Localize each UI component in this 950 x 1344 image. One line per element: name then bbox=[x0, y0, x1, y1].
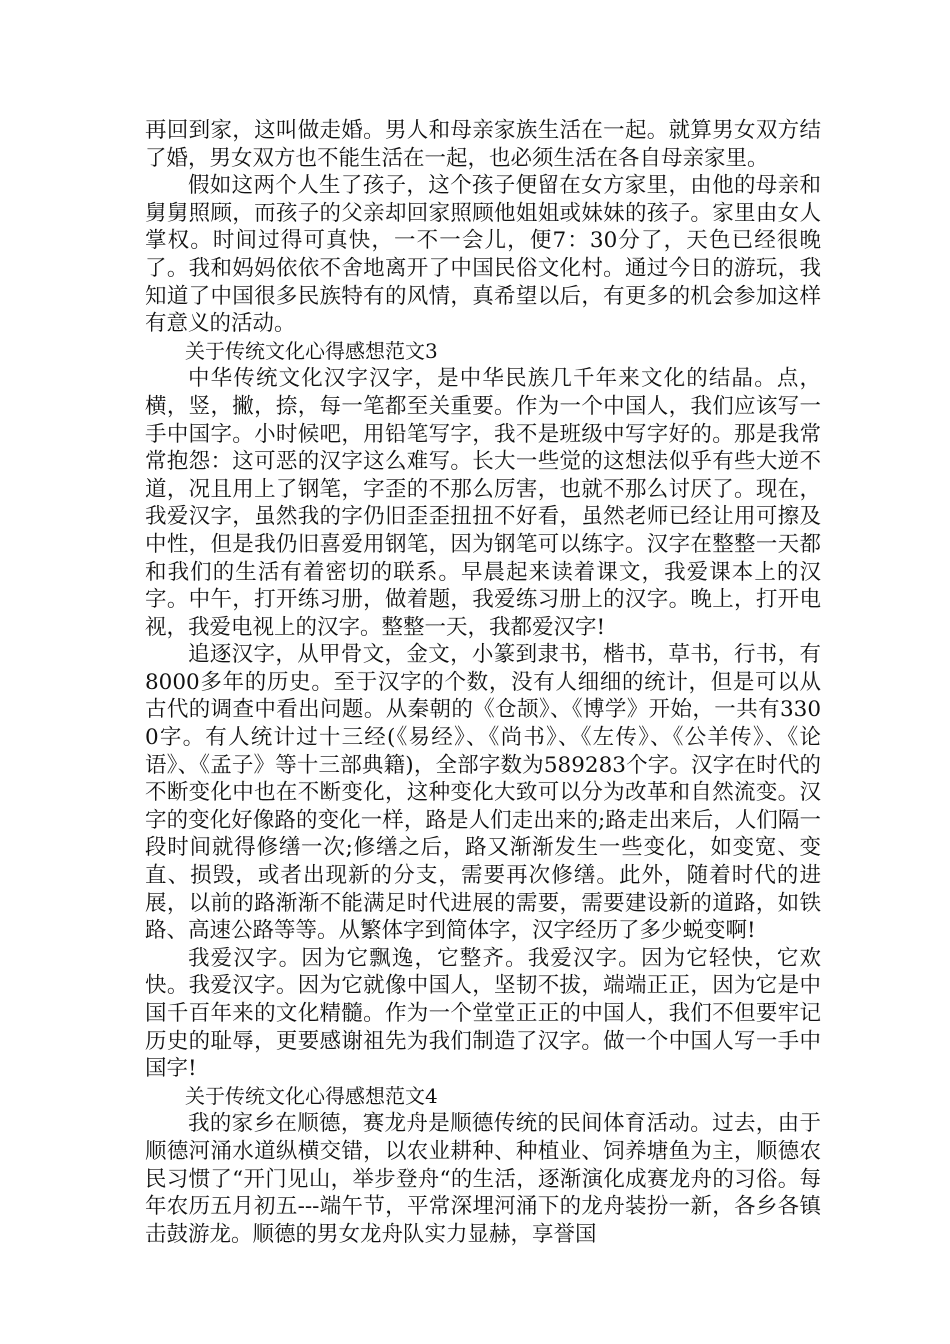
section-heading: 关于传统文化心得感想范文3 bbox=[185, 338, 438, 363]
section-heading: 关于传统文化心得感想范文4 bbox=[185, 1083, 438, 1108]
paragraph: 中华传统文化汉字汉字，是中华民族几千年来文化的结晶。点，横，竖，撇，捺，每一笔都至关重要。作为一个中国人，我们应该写一手中国字。小时候吧，用铅笔写字，我不是班级中写字好的。那是我常常抱怨：这可恶的汉字这么难写。长大一些觉的这想法似乎有些大逆不道，况且用上了钢笔，字歪的不那么厉害，也就不那么讨厌了。现在，我爱汉字，虽然我的字仍旧歪歪扭扭不好看，虽然老师已经让用可擦及中性，但是我仍旧喜爱用钢笔，因为钢笔可以练字。汉字在整整一天都和我们的生活有着密切的联系。早晨起来读着课文，我爱课本上的汉字。中午，打开练习册，做着题，我爱练习册上的汉字。晚上，打开电视，我爱电视上的汉字。整整一天，我都爱汉字! bbox=[145, 366, 821, 640]
paragraph: 假如这两个人生了孩子，这个孩子便留在女方家里，由他的母亲和舅舅照顾，而孩子的父亲却回家照顾他姐姐或妹妹的孩子。家里由女人掌权。时间过得可真快，一不一会儿，便7：30分了，天色已经很晚了。我和妈妈依依不舍地离开了中国民俗文化村。通过今日的游玩，我知道了中国很多民族特有的风情，真希望以后，有更多的机会参加这样有意义的活动。 bbox=[145, 173, 821, 337]
paragraph: 我的家乡在顺德，赛龙舟是顺德传统的民间体育活动。过去，由于顺德河涌水道纵横交错，以农业耕种、种植业、饲养塘鱼为主，顺德农民习惯了“开门见山，举步登舟“的生活，逐渐演化成赛龙舟的习俗。每年农历五月初五---端午节，平常深埋河涌下的龙舟装扮一新，各乡各镇击鼓游龙。顺德的男女龙舟队实力显赫，享誉国 bbox=[145, 1111, 821, 1247]
paragraph: 我爱汉字。因为它飘逸，它整齐。我爱汉字。因为它轻快，它欢快。我爱汉字。因为它就像中国人，坚韧不拔，端端正正，因为它是中国千百年来的文化精髓。作为一个堂堂正正的中国人，我们不但要牢记历史的耻辱，更要感谢祖先为我们制造了汉字。做一个中国人写一手中国字! bbox=[145, 945, 821, 1082]
paragraph: 追逐汉字，从甲骨文，金文，小篆到隶书，楷书，草书，行书，有8000多年的历史。至于汉字的个数，没有人细细的统计，但是可以从古代的调查中看出问题。从秦朝的《仓颉》、《博学》开始，一共有3300字。有人统计过十三经(《易经》、《尚书》、《左传》、《公羊传》、《论语》、《孟子》等十三部典籍)，全部字数为589283个字。汉字在时代的不断变化中也在不断变化，这种变化大致可以分为改革和自然流变。汉字的变化好像路的变化一样，路是人们走出来的;路走出来后，人们隔一段时间就得修缮一次;修缮之后，路又渐渐发生一些变化，如变宽、变直、损毁，或者出现新的分支，需要再次修缮。此外，随着时代的进展，以前的路渐渐不能满足时代进展的需要，需要建设新的道路，如铁路、高速公路等等。从繁体字到简体字，汉字经历了多少蜕变啊! bbox=[145, 642, 821, 944]
paragraph-continued: 再回到家，这叫做走婚。男人和母亲家族生活在一起。就算男女双方结了婚，男女双方也不能生活在一起，也必须生活在各自母亲家里。 bbox=[145, 118, 821, 171]
document-page bbox=[145, 117, 821, 1248]
